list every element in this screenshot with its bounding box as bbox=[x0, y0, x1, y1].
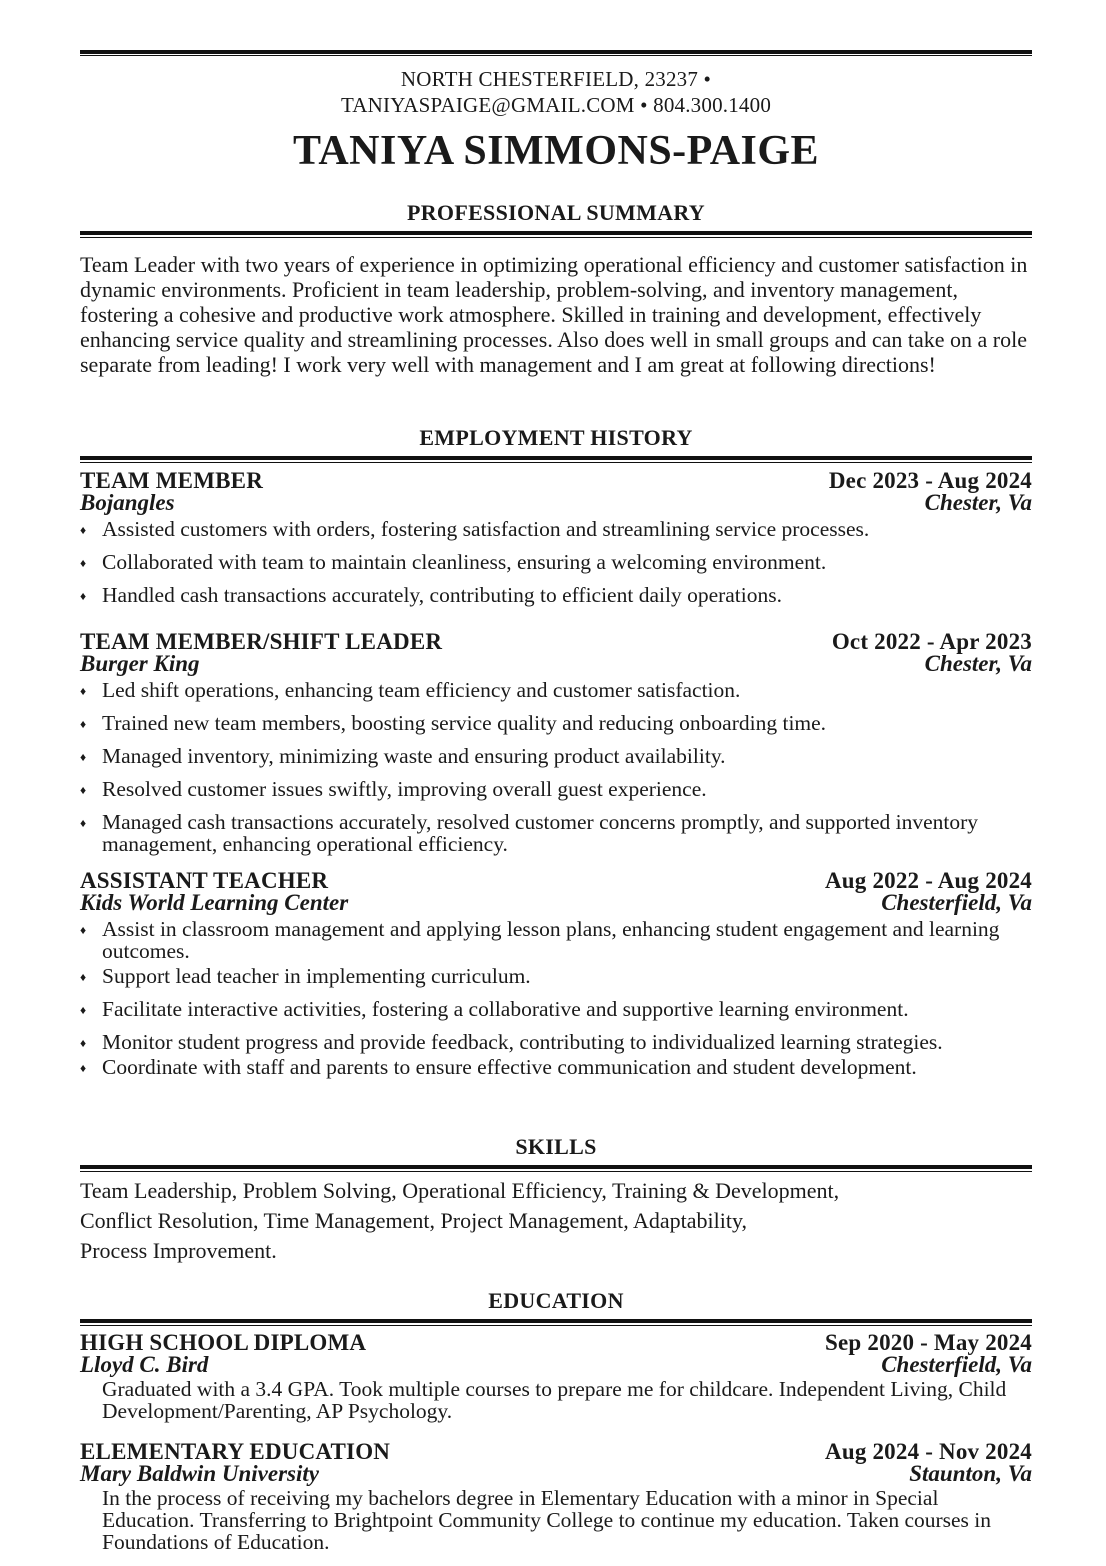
bullet-item: ♦ Handled cash transactions accurately, contributing to efficient daily operations. bbox=[80, 584, 1032, 606]
contact-address: NORTH CHESTERFIELD, 23237 • bbox=[400, 67, 712, 91]
job-title: TEAM MEMBER/SHIFT LEADER bbox=[80, 629, 443, 654]
education-location: Chesterfield, Va bbox=[881, 1352, 1032, 1377]
bullet-item: ♦ Collaborated with team to maintain cleanliness, ensuring a welcoming environment. bbox=[80, 551, 1032, 573]
candidate-name: TANIYA SIMMONS-PAIGE bbox=[292, 128, 820, 174]
job-entry bbox=[80, 870, 1032, 1089]
bullet-item: ♦ Monitor student progress and provide feedback, contributing to individualized learning strategies. bbox=[80, 1031, 1032, 1053]
summary-heading: PROFESSIONAL SUMMARY bbox=[407, 200, 705, 225]
education-entry bbox=[80, 1441, 1032, 1553]
education-heading: EDUCATION bbox=[488, 1288, 624, 1313]
job-location: Chester, Va bbox=[924, 490, 1032, 515]
bullet-item: ♦ Support lead teacher in implementing curriculum. bbox=[80, 965, 1032, 987]
education-description: In the process of receiving my bachelors degree in Elementary Education with a minor in Special Education. Transferring to Brightpoint Community College to continue my education. Taken courses in Foundations of Education. bbox=[102, 1486, 992, 1554]
skills-list bbox=[80, 1176, 1032, 1266]
job-company: Bojangles bbox=[80, 490, 175, 515]
bullet-item: ♦ Resolved customer issues swiftly, improving overall guest experience. bbox=[80, 778, 1032, 800]
job-dates: Dec 2023 - Aug 2024 bbox=[828, 468, 1032, 493]
contact-email-phone: TANIYASPAIGE@GMAIL.COM • 804.300.1400 bbox=[340, 93, 772, 117]
skills-rule bbox=[80, 1165, 1032, 1172]
education-description: Graduated with a 3.4 GPA. Took multiple courses to prepare me for childcare. Independent Living, Child Development/Parenting, AP Psychology. bbox=[102, 1377, 1007, 1423]
education-dates: Aug 2024 - Nov 2024 bbox=[825, 1439, 1032, 1464]
job-entry bbox=[80, 470, 1032, 617]
summary-text: Team Leader with two years of experience in optimizing operational efficiency and customer satisfaction in dynamic environments. Proficient in team leadership, problem-solving, and inventory management, fostering a cohesive and productive work atmosphere. Skilled in training and development, effectively enhancing service quality and streamlining processes. Also does well in small groups and can take on a role separate from leading! I work very well with management and I am great at following directions! bbox=[80, 252, 1028, 377]
education-school: Mary Baldwin University bbox=[80, 1461, 319, 1486]
job-company: Kids World Learning Center bbox=[80, 890, 349, 915]
education-degree: HIGH SCHOOL DIPLOMA bbox=[80, 1330, 367, 1355]
summary-rule bbox=[80, 231, 1032, 238]
job-bullets bbox=[80, 679, 1032, 855]
top-rule bbox=[80, 50, 1032, 56]
bullet-item: ♦ Facilitate interactive activities, fostering a collaborative and supportive learning environment. bbox=[80, 998, 1032, 1020]
bullet-item: ♦ Trained new team members, boosting service quality and reducing onboarding time. bbox=[80, 712, 1032, 734]
job-company: Burger King bbox=[80, 651, 200, 676]
bullet-item: ♦ Assisted customers with orders, fostering satisfaction and streamlining service processes. bbox=[80, 518, 1032, 540]
job-bullets bbox=[80, 518, 1032, 606]
skills-line: Team Leadership, Problem Solving, Operational Efficiency, Training & Development, bbox=[80, 1178, 840, 1203]
education-school: Lloyd C. Bird bbox=[80, 1352, 209, 1377]
bullet-item: ♦ Led shift operations, enhancing team efficiency and customer satisfaction. bbox=[80, 679, 1032, 701]
education-location: Staunton, Va bbox=[909, 1461, 1032, 1486]
bullet-item: ♦ Managed cash transactions accurately, resolved customer concerns promptly, and supported inventory management, enhancing operational efficiency. bbox=[80, 811, 1032, 855]
bullet-item: ♦ Coordinate with staff and parents to ensure effective communication and student development. bbox=[80, 1056, 1032, 1078]
employment-heading: EMPLOYMENT HISTORY bbox=[419, 425, 693, 450]
job-title: TEAM MEMBER bbox=[80, 468, 263, 493]
bullet-item: ♦ Managed inventory, minimizing waste and ensuring product availability. bbox=[80, 745, 1032, 767]
skills-line: Process Improvement. bbox=[80, 1238, 277, 1263]
job-location: Chester, Va bbox=[924, 651, 1032, 676]
job-entry bbox=[80, 631, 1032, 866]
education-degree: ELEMENTARY EDUCATION bbox=[80, 1439, 391, 1464]
education-dates: Sep 2020 - May 2024 bbox=[825, 1330, 1032, 1355]
employment-rule bbox=[80, 456, 1032, 463]
job-dates: Oct 2022 - Apr 2023 bbox=[831, 629, 1032, 654]
skills-heading: SKILLS bbox=[515, 1134, 597, 1159]
contact-info bbox=[80, 66, 1032, 118]
job-bullets bbox=[80, 918, 1032, 1078]
education-entry bbox=[80, 1332, 1032, 1422]
job-dates: Aug 2022 - Aug 2024 bbox=[825, 868, 1032, 893]
job-location: Chesterfield, Va bbox=[881, 890, 1032, 915]
skills-line: Conflict Resolution, Time Management, Project Management, Adaptability, bbox=[80, 1208, 748, 1233]
job-title: ASSISTANT TEACHER bbox=[80, 868, 329, 893]
bullet-item: ♦ Assist in classroom management and applying lesson plans, enhancing student engagement and learning outcomes. bbox=[80, 918, 1032, 962]
education-rule bbox=[80, 1319, 1032, 1326]
